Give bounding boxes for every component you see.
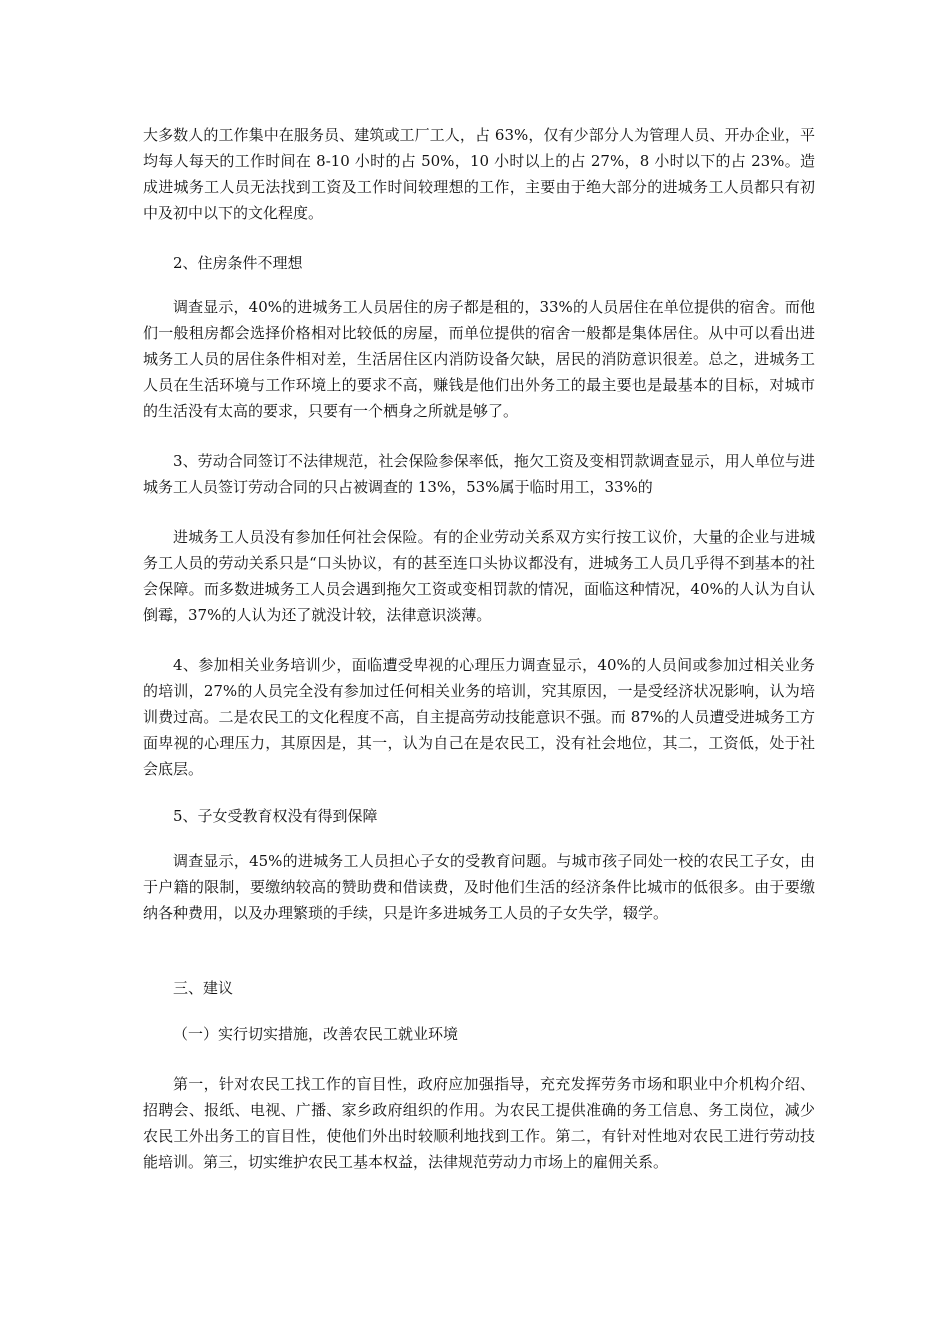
heading-subsection-one: （一）实行切实措施，改善农民工就业环境 [173, 1025, 459, 1043]
paragraph-labor-contract: 3、劳动合同签订不法律规范，社会保险参保率低，拖欠工资及变相罚款调查显示，用人单位与进城务工人员签订劳动合同的只占被调查的 13%，53%属于临时用工，33%的 [143, 452, 815, 496]
heading-housing: 2、住房条件不理想 [173, 254, 303, 272]
heading-suggestions: 三、建议 [173, 979, 234, 997]
paragraph-measures: 第一，针对农民工找工作的盲目性，政府应加强指导，充充发挥劳务市场和职业中介机构介绍、招聘会、报纸、电视、广播、家乡政府组织的作用。为农民工提供准确的务工信息、务工岗位，减少农民工外出务工的盲目性，使他们外出时较顺利地找到工作。第二，有针对性地对农民工进行劳动技能培训。第三，切实维护农民工基本权益，法律规范劳动力市场上的雇佣关系。 [143, 1075, 815, 1171]
heading-education: 5、子女受教育权没有得到保障 [173, 807, 378, 825]
paragraph-education-survey: 调查显示，45%的进城务工人员担心子女的受教育问题。与城市孩子同处一校的农民工子女，由于户籍的限制，要缴纳较高的赞助费和借读费，及时他们生活的经济条件比城市的低很多。由于要缴纳各种费用，以及办理繁琐的手续，只是许多进城务工人员的子女失学，辍学。 [143, 852, 815, 922]
paragraph-training: 4、参加相关业务培训少，面临遭受卑视的心理压力调查显示，40%的人员间或参加过相关业务的培训，27%的人员完全没有参加过任何相关业务的培训，究其原因，一是受经济状况影响，认为培训费过高。二是农民工的文化程度不高，自主提高劳动技能意识不强。而 87%的人员遭受进城务工方面卑视的心理压力，其原因是，其一，认为自己在是农民工，没有社会地位，其二，工资低，处于社会底层。 [143, 656, 815, 778]
paragraph-work-statistics: 大多数人的工作集中在服务员、建筑或工厂工人，占 63%，仅有少部分人为管理人员、开办企业，平均每人每天的工作时间在 8-10 小时的占 50%，10 小时以上的占 27%，8 小时以下的占 23%。造成进城务工人员无法找到工资及工作时间较理想的工作，主要由于绝大部分的进城务工人员都只有初中及初中以下的文化程度。 [143, 126, 815, 222]
paragraph-housing-survey: 调查显示，40%的进城务工人员居住的房子都是租的，33%的人员居住在单位提供的宿舍。而他们一般租房都会选择价格相对比较低的房屋，而单位提供的宿舍一般都是集体居住。从中可以看出进城务工人员的居住条件相对差，生活居住区内消防设备欠缺，居民的消防意识很差。总之，进城务工人员在生活环境与工作环境上的要求不高，赚钱是他们出外务工的最主要也是最基本的目标，对城市的生活没有太高的要求，只要有一个栖身之所就是够了。 [143, 298, 815, 420]
paragraph-social-insurance: 进城务工人员没有参加任何社会保险。有的企业劳动关系双方实行按工议价，大量的企业与进城务工人员的劳动关系只是“口头协议，有的甚至连口头协议都没有，进城务工人员几乎得不到基本的社会保障。而多数进城务工人员会遇到拖欠工资或变相罚款的情况，面临这种情况，40%的人认为自认倒霉，37%的人认为还了就没计较，法律意识淡薄。 [143, 528, 815, 624]
